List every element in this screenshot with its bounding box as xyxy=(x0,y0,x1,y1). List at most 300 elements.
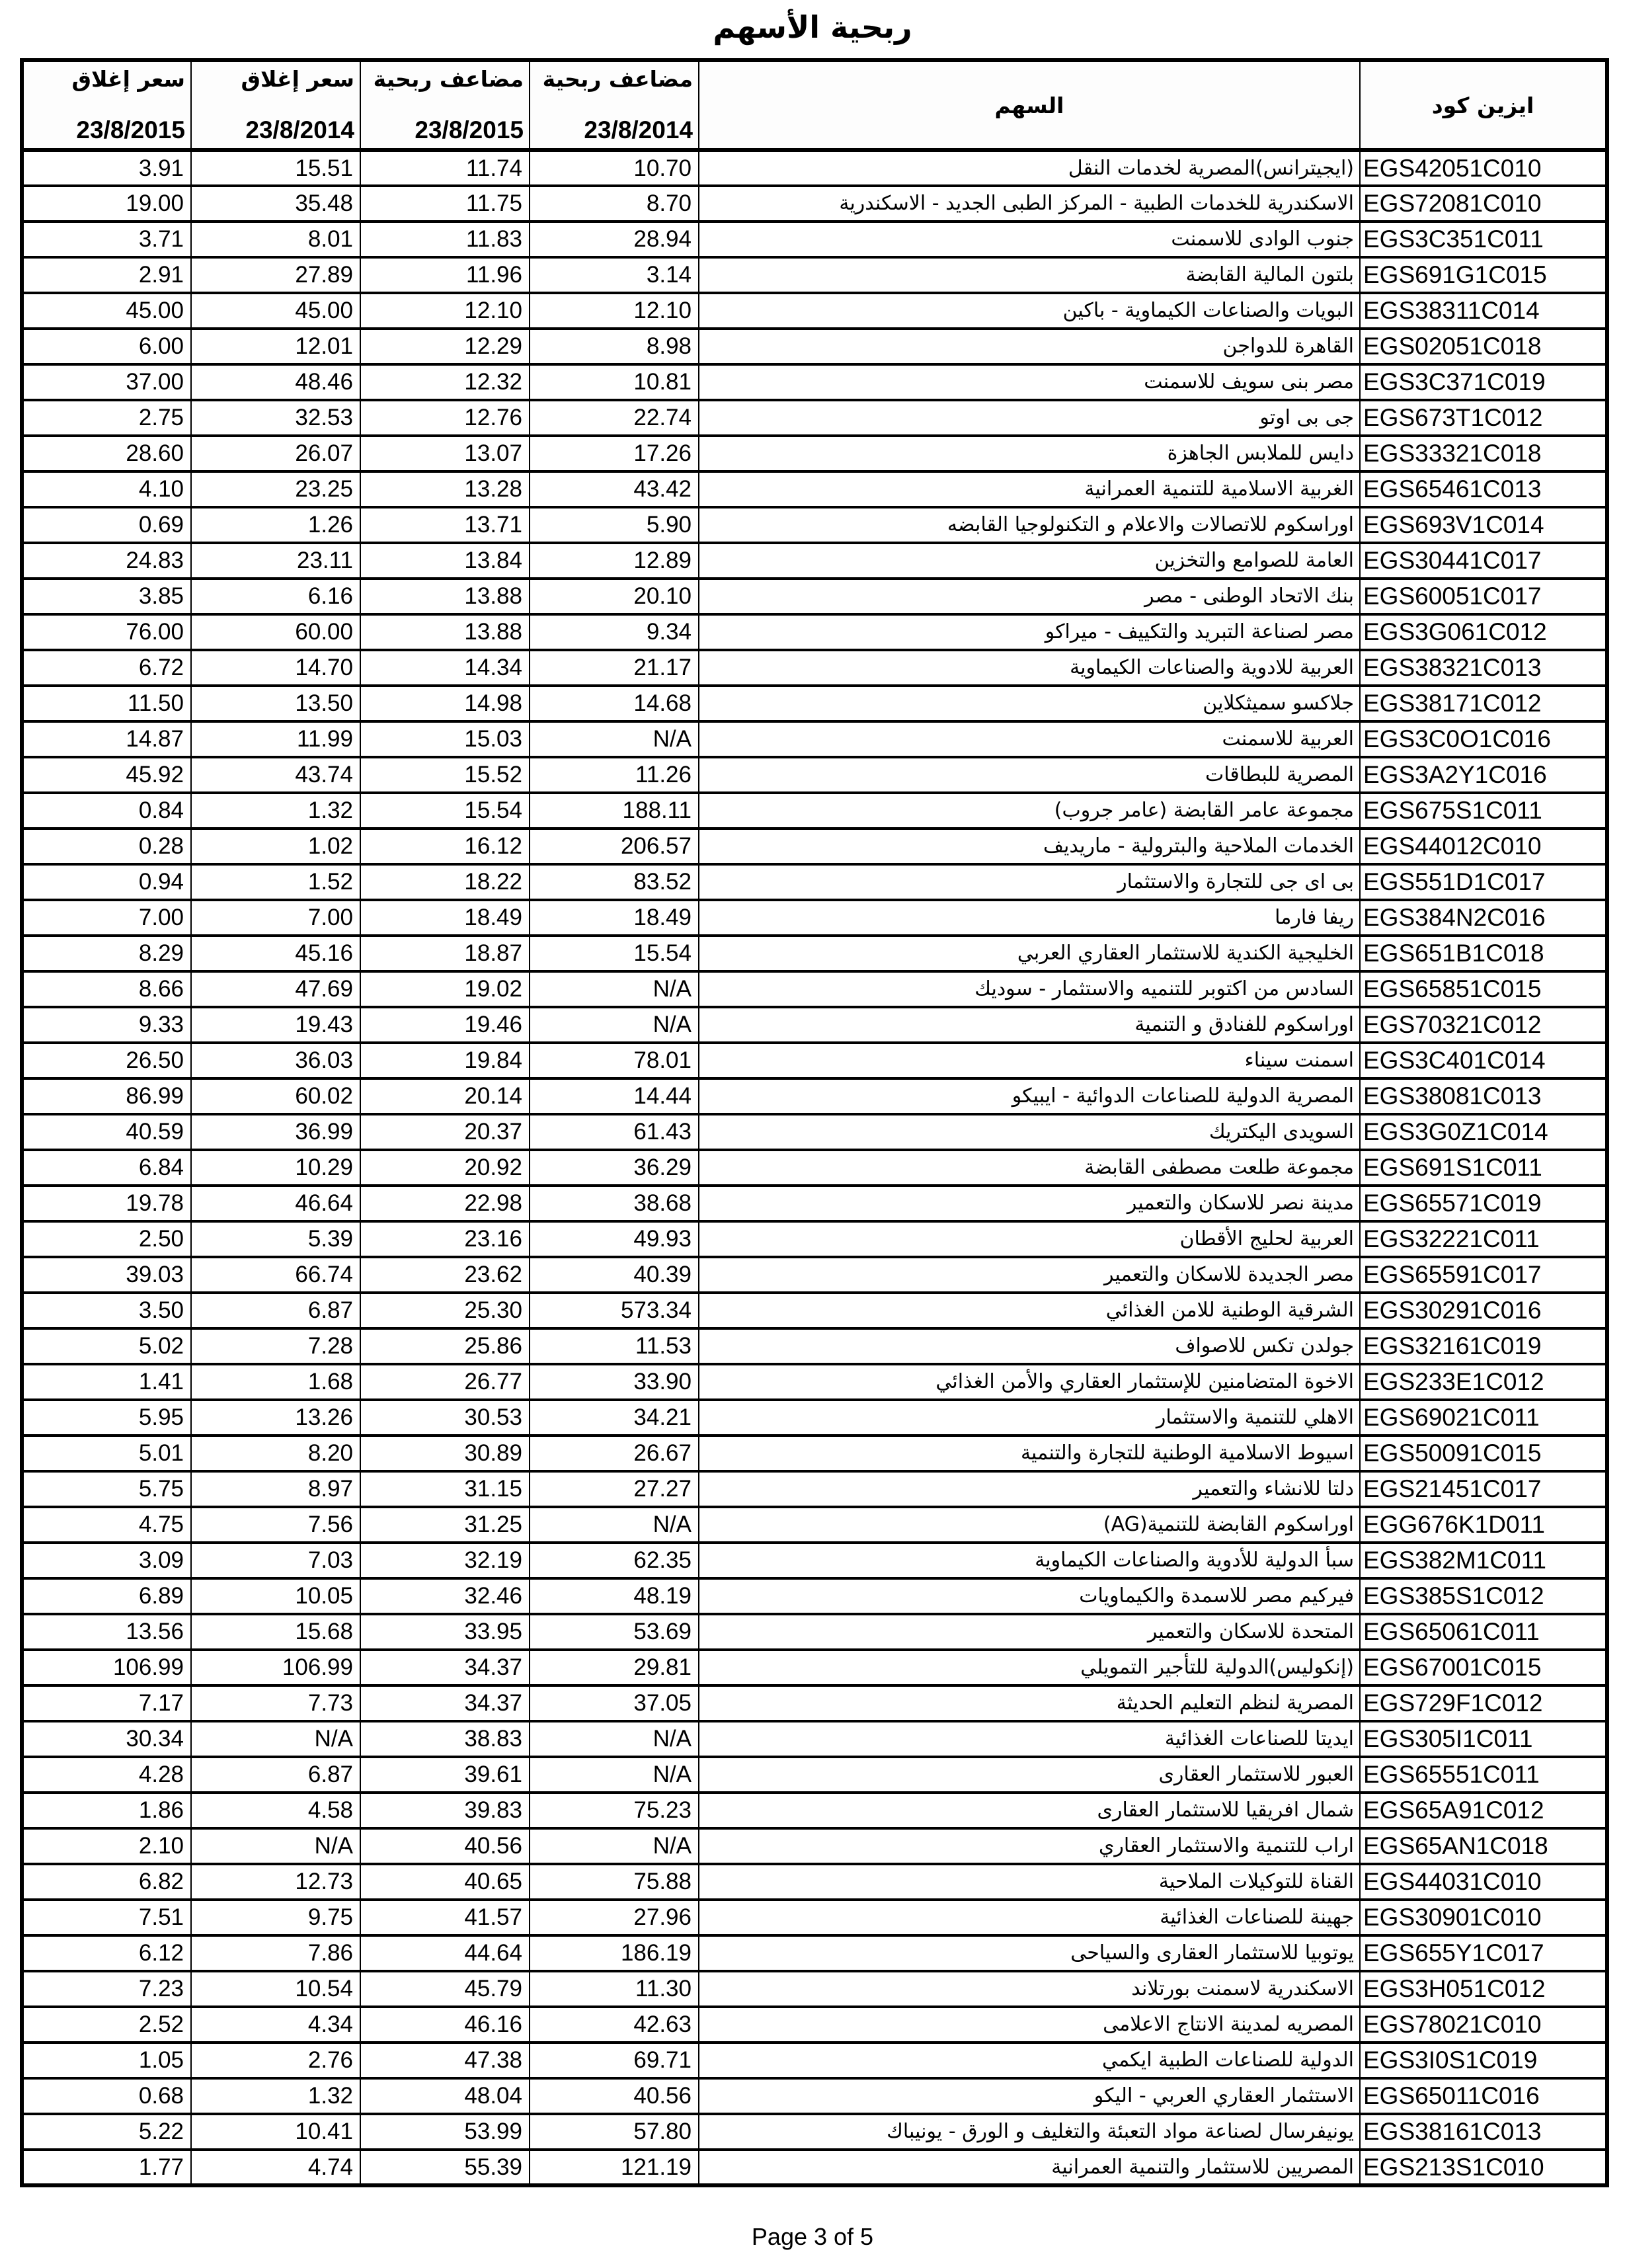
isin-cell: EGS30291C016 xyxy=(1360,1293,1607,1328)
stock-name-cell: (ايجيترانس)المصرية لخدمات النقل xyxy=(699,150,1360,186)
pe-2015-cell: 39.83 xyxy=(360,1793,530,1828)
isin-cell: EGS693V1C014 xyxy=(1360,507,1607,543)
pe-2015-cell: 13.28 xyxy=(360,471,530,507)
table-row xyxy=(22,686,1607,721)
stock-name-cell: الدولية للصناعات الطبية ايكمي xyxy=(699,2043,1360,2078)
isin-cell: EGS3G061C012 xyxy=(1360,614,1607,650)
pe-2014-cell: 43.42 xyxy=(530,471,699,507)
stock-name-cell: العبور للاستثمار العقارى xyxy=(699,1757,1360,1793)
pe-2015-cell: 23.62 xyxy=(360,1257,530,1293)
close-2015-cell: 24.83 xyxy=(22,543,191,579)
pe-2014-cell: 188.11 xyxy=(530,793,699,829)
stocks-table xyxy=(20,58,1609,2187)
table-row xyxy=(22,1007,1607,1043)
isin-cell: EGS3I0S1C019 xyxy=(1360,2043,1607,2078)
table-row xyxy=(22,1614,1607,1650)
pe-2015-cell: 12.10 xyxy=(360,293,530,329)
header-close-2014-date: 23/8/2014 xyxy=(245,116,354,143)
close-2015-cell: 3.91 xyxy=(22,150,191,186)
close-2014-cell: 26.07 xyxy=(191,436,360,471)
pe-2015-cell: 14.98 xyxy=(360,686,530,721)
table-row xyxy=(22,579,1607,614)
table-row xyxy=(22,1971,1607,2007)
isin-cell: EGS60051C017 xyxy=(1360,579,1607,614)
page-number: Page 3 of 5 xyxy=(751,2223,874,2250)
close-2015-cell: 0.94 xyxy=(22,864,191,900)
close-2014-cell: 4.58 xyxy=(191,1793,360,1828)
header-isin xyxy=(1360,60,1607,150)
table-row xyxy=(22,1221,1607,1257)
stock-name-cell: الاهلي للتنمية والاستثمار xyxy=(699,1400,1360,1436)
table-row xyxy=(22,614,1607,650)
pe-2015-cell: 11.96 xyxy=(360,257,530,293)
close-2015-cell: 7.23 xyxy=(22,1971,191,2007)
pe-2014-cell: N/A xyxy=(530,721,699,757)
pe-2014-cell: 11.53 xyxy=(530,1328,699,1364)
pe-2015-cell: 47.38 xyxy=(360,2043,530,2078)
close-2014-cell: 6.87 xyxy=(191,1757,360,1793)
pe-2015-cell: 15.03 xyxy=(360,721,530,757)
close-2015-cell: 30.34 xyxy=(22,1721,191,1757)
table-row xyxy=(22,1757,1607,1793)
pe-2015-cell: 11.83 xyxy=(360,222,530,257)
close-2015-cell: 7.51 xyxy=(22,1900,191,1935)
pe-2014-cell: N/A xyxy=(530,1507,699,1543)
stock-name-cell: المصرية لنظم التعليم الحديثة xyxy=(699,1685,1360,1721)
isin-cell: EGS3C371C019 xyxy=(1360,364,1607,400)
header-close-2015-date: 23/8/2015 xyxy=(76,116,185,143)
close-2014-cell: 15.51 xyxy=(191,150,360,186)
isin-cell: EGS42051C010 xyxy=(1360,150,1607,186)
header-close-2015-label: سعر إغلاق xyxy=(71,66,185,92)
isin-cell: EGS33321C018 xyxy=(1360,436,1607,471)
pe-2015-cell: 13.84 xyxy=(360,543,530,579)
close-2014-cell: 43.74 xyxy=(191,757,360,793)
close-2014-cell: N/A xyxy=(191,1828,360,1864)
stock-name-cell: الخليجية الكندية للاستثمار العقاري العربي xyxy=(699,936,1360,971)
isin-cell: EGS65011C016 xyxy=(1360,2078,1607,2114)
pe-2014-cell: 61.43 xyxy=(530,1114,699,1150)
isin-cell: EGS44012C010 xyxy=(1360,829,1607,864)
isin-cell: EGS3H051C012 xyxy=(1360,1971,1607,2007)
table-row xyxy=(22,2078,1607,2114)
close-2015-cell: 2.75 xyxy=(22,400,191,436)
pe-2015-cell: 41.57 xyxy=(360,1900,530,1935)
table-row xyxy=(22,1150,1607,1186)
stock-name-cell: بنك الاتحاد الوطنى - مصر xyxy=(699,579,1360,614)
stock-name-cell: الخدمات الملاحية والبترولية - ماريديف xyxy=(699,829,1360,864)
close-2015-cell: 1.77 xyxy=(22,2150,191,2185)
isin-cell: EGS65851C015 xyxy=(1360,971,1607,1007)
table-row xyxy=(22,1328,1607,1364)
table-row xyxy=(22,1721,1607,1757)
isin-cell: EGS65551C011 xyxy=(1360,1757,1607,1793)
close-2015-cell: 0.69 xyxy=(22,507,191,543)
table-row xyxy=(22,293,1607,329)
table-row xyxy=(22,186,1607,222)
table-row xyxy=(22,650,1607,686)
table-row xyxy=(22,2114,1607,2150)
stock-name-cell: جهينة للصناعات الغذائية xyxy=(699,1900,1360,1935)
close-2014-cell: 4.74 xyxy=(191,2150,360,2185)
pe-2015-cell: 12.32 xyxy=(360,364,530,400)
pe-2015-cell: 16.12 xyxy=(360,829,530,864)
pe-2014-cell: 121.19 xyxy=(530,2150,699,2185)
pe-2015-cell: 12.29 xyxy=(360,329,530,364)
pe-2015-cell: 19.84 xyxy=(360,1043,530,1078)
close-2015-cell: 45.00 xyxy=(22,293,191,329)
pe-2015-cell: 13.07 xyxy=(360,436,530,471)
close-2014-cell: 12.01 xyxy=(191,329,360,364)
close-2014-cell: 8.20 xyxy=(191,1436,360,1471)
table-row xyxy=(22,471,1607,507)
isin-cell: EGS44031C010 xyxy=(1360,1864,1607,1900)
close-2014-cell: 7.73 xyxy=(191,1685,360,1721)
pe-2014-cell: 49.93 xyxy=(530,1221,699,1257)
table-row xyxy=(22,1685,1607,1721)
close-2014-cell: 60.00 xyxy=(191,614,360,650)
pe-2014-cell: 5.90 xyxy=(530,507,699,543)
header-close-2014-label: سعر إغلاق xyxy=(241,66,354,92)
stock-name-cell: (إنكوليس)الدولية للتأجير التمويلي xyxy=(699,1650,1360,1685)
stock-name-cell: مدينة نصر للاسكان والتعمير xyxy=(699,1186,1360,1221)
stock-name-cell: الاسكندرية لاسمنت بورتلاند xyxy=(699,1971,1360,2007)
table-row xyxy=(22,1257,1607,1293)
pe-2014-cell: N/A xyxy=(530,1721,699,1757)
stock-name-cell: سبأ الدولية للأدوية والصناعات الكيماوية xyxy=(699,1543,1360,1578)
pe-2015-cell: 12.76 xyxy=(360,400,530,436)
close-2015-cell: 6.89 xyxy=(22,1578,191,1614)
close-2014-cell: 8.01 xyxy=(191,222,360,257)
table-row xyxy=(22,721,1607,757)
pe-2014-cell: 40.56 xyxy=(530,2078,699,2114)
table-row xyxy=(22,1186,1607,1221)
close-2014-cell: 27.89 xyxy=(191,257,360,293)
close-2014-cell: 5.39 xyxy=(191,1221,360,1257)
table-row xyxy=(22,150,1607,186)
close-2014-cell: 12.73 xyxy=(191,1864,360,1900)
stock-name-cell: مصر بنى سويف للاسمنت xyxy=(699,364,1360,400)
close-2015-cell: 86.99 xyxy=(22,1078,191,1114)
pe-2014-cell: 26.67 xyxy=(530,1436,699,1471)
table-row xyxy=(22,1043,1607,1078)
stock-name-cell: جلاكسو سميثكلاين xyxy=(699,686,1360,721)
pe-2015-cell: 48.04 xyxy=(360,2078,530,2114)
close-2015-cell: 5.95 xyxy=(22,1400,191,1436)
close-2014-cell: 32.53 xyxy=(191,400,360,436)
close-2014-cell: 7.03 xyxy=(191,1543,360,1578)
close-2015-cell: 3.71 xyxy=(22,222,191,257)
table-row xyxy=(22,1864,1607,1900)
table-row xyxy=(22,1828,1607,1864)
stock-name-cell: بى اى جى للتجارة والاستثمار xyxy=(699,864,1360,900)
pe-2014-cell: 186.19 xyxy=(530,1935,699,1971)
pe-2015-cell: 45.79 xyxy=(360,1971,530,2007)
table-row xyxy=(22,971,1607,1007)
pe-2015-cell: 13.88 xyxy=(360,579,530,614)
pe-2014-cell: 40.39 xyxy=(530,1257,699,1293)
table-row xyxy=(22,1935,1607,1971)
close-2015-cell: 39.03 xyxy=(22,1257,191,1293)
stock-name-cell: شمال افريقيا للاستثمار العقارى xyxy=(699,1793,1360,1828)
isin-cell: EGS38171C012 xyxy=(1360,686,1607,721)
isin-cell: EGS675S1C011 xyxy=(1360,793,1607,829)
close-2015-cell: 45.92 xyxy=(22,757,191,793)
pe-2015-cell: 19.02 xyxy=(360,971,530,1007)
table-row xyxy=(22,829,1607,864)
stock-name-cell: ريفا فارما xyxy=(699,900,1360,936)
isin-cell: EGS691S1C011 xyxy=(1360,1150,1607,1186)
pe-2014-cell: 22.74 xyxy=(530,400,699,436)
pe-2014-cell: 8.98 xyxy=(530,329,699,364)
header-stock-label: السهم xyxy=(994,92,1064,118)
isin-cell: EGS72081C010 xyxy=(1360,186,1607,222)
table-row xyxy=(22,2150,1607,2185)
stock-name-cell: اوراسكوم القابضة للتنمية(AG) xyxy=(699,1507,1360,1543)
close-2015-cell: 3.85 xyxy=(22,579,191,614)
close-2014-cell: 19.43 xyxy=(191,1007,360,1043)
close-2015-cell: 1.41 xyxy=(22,1364,191,1400)
table-row xyxy=(22,1650,1607,1685)
close-2015-cell: 5.22 xyxy=(22,2114,191,2150)
close-2015-cell: 76.00 xyxy=(22,614,191,650)
pe-2015-cell: 31.25 xyxy=(360,1507,530,1543)
stock-name-cell: جولدن تكس للاصواف xyxy=(699,1328,1360,1364)
close-2014-cell: N/A xyxy=(191,1721,360,1757)
isin-cell: EGS32161C019 xyxy=(1360,1328,1607,1364)
close-2015-cell: 6.82 xyxy=(22,1864,191,1900)
pe-2014-cell: 21.17 xyxy=(530,650,699,686)
close-2015-cell: 1.86 xyxy=(22,1793,191,1828)
close-2014-cell: 10.41 xyxy=(191,2114,360,2150)
close-2014-cell: 7.56 xyxy=(191,1507,360,1543)
pe-2015-cell: 44.64 xyxy=(360,1935,530,1971)
pe-2015-cell: 13.88 xyxy=(360,614,530,650)
close-2015-cell: 0.68 xyxy=(22,2078,191,2114)
isin-cell: EGS70321C012 xyxy=(1360,1007,1607,1043)
pe-2014-cell: 75.88 xyxy=(530,1864,699,1900)
isin-cell: EGS651B1C018 xyxy=(1360,936,1607,971)
isin-cell: EGS729F1C012 xyxy=(1360,1685,1607,1721)
close-2014-cell: 36.03 xyxy=(191,1043,360,1078)
stock-name-cell: السويدى اليكتريك xyxy=(699,1114,1360,1150)
table-row xyxy=(22,364,1607,400)
close-2015-cell: 5.01 xyxy=(22,1436,191,1471)
pe-2014-cell: 14.44 xyxy=(530,1078,699,1114)
isin-cell: EGS02051C018 xyxy=(1360,329,1607,364)
table-row xyxy=(22,864,1607,900)
pe-2014-cell: 48.19 xyxy=(530,1578,699,1614)
pe-2015-cell: 18.22 xyxy=(360,864,530,900)
close-2014-cell: 9.75 xyxy=(191,1900,360,1935)
pe-2015-cell: 20.92 xyxy=(360,1150,530,1186)
table-row xyxy=(22,222,1607,257)
close-2014-cell: 2.76 xyxy=(191,2043,360,2078)
table-row xyxy=(22,257,1607,293)
pe-2015-cell: 15.52 xyxy=(360,757,530,793)
stock-name-cell: المصرية الدولية للصناعات الدوائية - ايبيكو xyxy=(699,1078,1360,1114)
isin-cell: EGS65591C017 xyxy=(1360,1257,1607,1293)
pe-2015-cell: 32.19 xyxy=(360,1543,530,1578)
close-2015-cell: 6.84 xyxy=(22,1150,191,1186)
close-2014-cell: 4.34 xyxy=(191,2007,360,2043)
pe-2014-cell: 9.34 xyxy=(530,614,699,650)
isin-cell: EGS3C401C014 xyxy=(1360,1043,1607,1078)
pe-2014-cell: 36.29 xyxy=(530,1150,699,1186)
table-row xyxy=(22,1364,1607,1400)
pe-2014-cell: N/A xyxy=(530,1007,699,1043)
table-row xyxy=(22,757,1607,793)
pe-2014-cell: 17.26 xyxy=(530,436,699,471)
pe-2014-cell: 83.52 xyxy=(530,864,699,900)
close-2015-cell: 0.84 xyxy=(22,793,191,829)
close-2014-cell: 6.16 xyxy=(191,579,360,614)
pe-2015-cell: 38.83 xyxy=(360,1721,530,1757)
pe-2014-cell: 15.54 xyxy=(530,936,699,971)
close-2014-cell: 1.32 xyxy=(191,2078,360,2114)
pe-2015-cell: 19.46 xyxy=(360,1007,530,1043)
pe-2014-cell: 28.94 xyxy=(530,222,699,257)
isin-cell: EGS384N2C016 xyxy=(1360,900,1607,936)
pe-2015-cell: 18.49 xyxy=(360,900,530,936)
stock-name-cell: جى بى اوتو xyxy=(699,400,1360,436)
isin-cell: EGS67001C015 xyxy=(1360,1650,1607,1685)
pe-2014-cell: N/A xyxy=(530,971,699,1007)
pe-2015-cell: 39.61 xyxy=(360,1757,530,1793)
isin-cell: EGS21451C017 xyxy=(1360,1471,1607,1507)
close-2015-cell: 13.56 xyxy=(22,1614,191,1650)
stock-name-cell: المصريين للاستثمار والتنمية العمرانية xyxy=(699,2150,1360,2185)
close-2014-cell: 7.86 xyxy=(191,1935,360,1971)
table-row xyxy=(22,436,1607,471)
pe-2015-cell: 32.46 xyxy=(360,1578,530,1614)
pe-2015-cell: 55.39 xyxy=(360,2150,530,2185)
table-row xyxy=(22,329,1607,364)
table-row xyxy=(22,1900,1607,1935)
table-row xyxy=(22,2043,1607,2078)
pe-2015-cell: 34.37 xyxy=(360,1685,530,1721)
table-row xyxy=(22,1293,1607,1328)
isin-cell: EGS38161C013 xyxy=(1360,2114,1607,2150)
isin-cell: EGS3G0Z1C014 xyxy=(1360,1114,1607,1150)
stock-name-cell: يوتوبيا للاستثمار العقارى والسياحى xyxy=(699,1935,1360,1971)
table-row xyxy=(22,1793,1607,1828)
stock-name-cell: الاستثمار العقاري العربي - اليكو xyxy=(699,2078,1360,2114)
header-isin-label: ايزين كود xyxy=(1431,92,1534,118)
stock-name-cell: العربية للاسمنت xyxy=(699,721,1360,757)
header-pe-2015-date: 23/8/2015 xyxy=(415,116,524,143)
pe-2015-cell: 11.74 xyxy=(360,150,530,186)
isin-cell: EGS50091C015 xyxy=(1360,1436,1607,1471)
close-2014-cell: 1.02 xyxy=(191,829,360,864)
stock-name-cell: مصر الجديدة للاسكان والتعمير xyxy=(699,1257,1360,1293)
pe-2014-cell: 18.49 xyxy=(530,900,699,936)
close-2014-cell: 1.26 xyxy=(191,507,360,543)
isin-cell: EGS233E1C012 xyxy=(1360,1364,1607,1400)
table-row xyxy=(22,1436,1607,1471)
stock-name-cell: مجموعة طلعت مصطفى القابضة xyxy=(699,1150,1360,1186)
pe-2015-cell: 30.89 xyxy=(360,1436,530,1471)
table-row xyxy=(22,507,1607,543)
table-row xyxy=(22,1543,1607,1578)
close-2015-cell: 2.10 xyxy=(22,1828,191,1864)
close-2014-cell: 7.00 xyxy=(191,900,360,936)
pe-2015-cell: 40.56 xyxy=(360,1828,530,1864)
pe-2014-cell: 33.90 xyxy=(530,1364,699,1400)
stocks-table-body xyxy=(22,150,1607,2185)
pe-2014-cell: 573.34 xyxy=(530,1293,699,1328)
close-2015-cell: 0.28 xyxy=(22,829,191,864)
pe-2014-cell: N/A xyxy=(530,1757,699,1793)
stock-name-cell: الغربية الاسلامية للتنمية العمرانية xyxy=(699,471,1360,507)
stock-name-cell: اراب للتنمية والاستثمار العقاري xyxy=(699,1828,1360,1864)
pe-2014-cell: 11.26 xyxy=(530,757,699,793)
close-2014-cell: 13.50 xyxy=(191,686,360,721)
isin-cell: EGS382M1C011 xyxy=(1360,1543,1607,1578)
table-row xyxy=(22,543,1607,579)
close-2015-cell: 7.17 xyxy=(22,1685,191,1721)
close-2014-cell: 23.11 xyxy=(191,543,360,579)
pe-2014-cell: 27.27 xyxy=(530,1471,699,1507)
pe-2015-cell: 40.65 xyxy=(360,1864,530,1900)
close-2014-cell: 48.46 xyxy=(191,364,360,400)
stock-name-cell: مصر لصناعة التبريد والتكييف - ميراكو xyxy=(699,614,1360,650)
close-2015-cell: 2.91 xyxy=(22,257,191,293)
pe-2015-cell: 22.98 xyxy=(360,1186,530,1221)
stock-name-cell: الاخوة المتضامنين للإستثمار العقاري والأمن الغذائي xyxy=(699,1364,1360,1400)
isin-cell: EGS69021C011 xyxy=(1360,1400,1607,1436)
pe-2015-cell: 31.15 xyxy=(360,1471,530,1507)
isin-cell: EGS65461C013 xyxy=(1360,471,1607,507)
pe-2015-cell: 46.16 xyxy=(360,2007,530,2043)
isin-cell: EGS691G1C015 xyxy=(1360,257,1607,293)
close-2015-cell: 7.00 xyxy=(22,900,191,936)
pe-2015-cell: 33.95 xyxy=(360,1614,530,1650)
pe-2014-cell: 29.81 xyxy=(530,1650,699,1685)
pe-2014-cell: 57.80 xyxy=(530,2114,699,2150)
table-row xyxy=(22,1400,1607,1436)
close-2015-cell: 4.28 xyxy=(22,1757,191,1793)
pe-2015-cell: 18.87 xyxy=(360,936,530,971)
pe-2015-cell: 25.30 xyxy=(360,1293,530,1328)
close-2014-cell: 15.68 xyxy=(191,1614,360,1650)
isin-cell: EGS551D1C017 xyxy=(1360,864,1607,900)
isin-cell: EGS65AN1C018 xyxy=(1360,1828,1607,1864)
pe-2014-cell: 206.57 xyxy=(530,829,699,864)
close-2014-cell: 45.16 xyxy=(191,936,360,971)
header-pe-2014-label: مضاعف ربحية xyxy=(542,66,693,92)
pe-2014-cell: 3.14 xyxy=(530,257,699,293)
close-2015-cell: 3.50 xyxy=(22,1293,191,1328)
close-2015-cell: 2.50 xyxy=(22,1221,191,1257)
stock-name-cell: جنوب الوادى للاسمنت xyxy=(699,222,1360,257)
close-2015-cell: 5.02 xyxy=(22,1328,191,1364)
table-row xyxy=(22,1471,1607,1507)
close-2014-cell: 7.28 xyxy=(191,1328,360,1364)
stock-name-cell: الشرقية الوطنية للامن الغذائي xyxy=(699,1293,1360,1328)
pe-2015-cell: 20.14 xyxy=(360,1078,530,1114)
table-row xyxy=(22,1578,1607,1614)
table-header-row xyxy=(22,60,1607,150)
pe-2015-cell: 25.86 xyxy=(360,1328,530,1364)
stock-name-cell: المتحدة للاسكان والتعمير xyxy=(699,1614,1360,1650)
pe-2014-cell: 38.68 xyxy=(530,1186,699,1221)
isin-cell: EGS3A2Y1C016 xyxy=(1360,757,1607,793)
stock-name-cell: مجموعة عامر القابضة (عامر جروب) xyxy=(699,793,1360,829)
close-2014-cell: 1.52 xyxy=(191,864,360,900)
stock-name-cell: العربية لحليج الأقطان xyxy=(699,1221,1360,1257)
close-2014-cell: 23.25 xyxy=(191,471,360,507)
